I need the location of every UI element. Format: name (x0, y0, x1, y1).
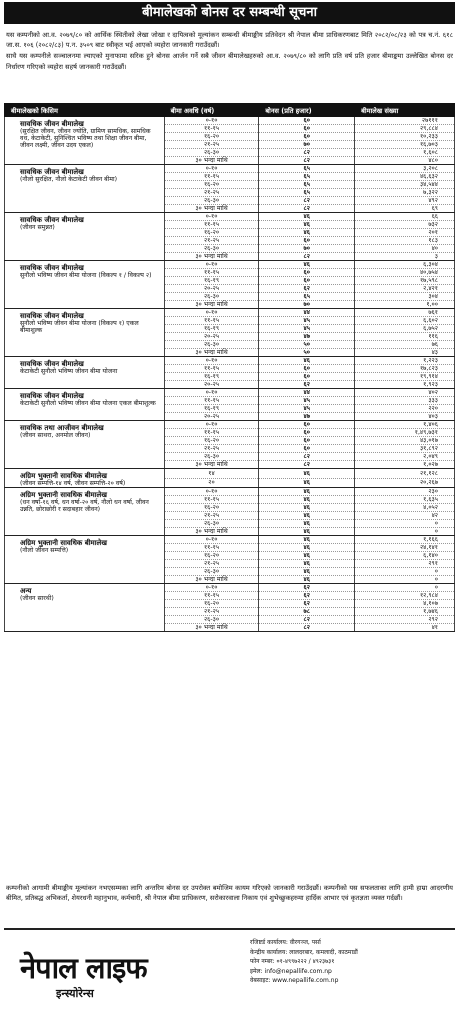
term-cell: १६-२० (164, 229, 259, 237)
bonus-cell: ४६ (259, 512, 355, 520)
policy-count-cell: १,६३५ (355, 496, 455, 504)
policy-type-description: (जीवन सम्पत्ति-१४ वर्ष, जीवन सम्पत्ति-२० वर्ष) (20, 480, 126, 487)
bonus-cell: ८२ (259, 616, 355, 624)
policy-count-cell: १,१६६ (355, 536, 455, 544)
term-cell: २१-२५ (164, 445, 259, 453)
term-cell: २६-३० (164, 149, 259, 157)
policy-type-description: सुनौलो भविष्य जीवन बीमा योजना (विकल्प १) एकल बीमाशुल्क (20, 320, 139, 334)
policy-type-description: (नौलो जीवन सम्पत्ति) (20, 547, 69, 554)
bonus-cell: ६५ (259, 165, 355, 173)
bonus-cell: ६० (259, 437, 355, 445)
bonus-cell: ४६ (259, 469, 355, 479)
table-row (5, 584, 455, 592)
policy-type-description: सुनौलो भविष्य जीवन बीमा योजना (विकल्प १ / विकल्प २) (20, 272, 152, 279)
bonus-cell: ६५ (259, 173, 355, 181)
term-cell: १६-२० (164, 133, 259, 141)
table-row (5, 165, 455, 173)
policy-count-cell: ७६ (355, 341, 455, 349)
term-cell: ०-१० (164, 488, 259, 496)
policy-type-name: सावधिक तथा आजीवन बीमालेख (20, 424, 104, 432)
policy-type-cell (5, 213, 165, 261)
policy-count-cell: ६,६०२ (355, 317, 455, 325)
policy-count-cell: १,०२७ (355, 461, 455, 469)
bonus-cell: ६० (259, 125, 355, 133)
policy-count-cell: ४,१०७ (355, 600, 455, 608)
policy-type-description: (जीवन समुन्नत) (20, 224, 55, 231)
notice-title: बीमालेखको बोनस दर सम्बन्धी सूचना (4, 2, 455, 24)
policy-type-cell (5, 357, 165, 389)
policy-count-cell: २३० (355, 488, 455, 496)
policy-count-cell: ० (355, 568, 455, 576)
table-row (5, 389, 455, 397)
policy-count-cell: २४,१४१ (355, 544, 455, 552)
term-cell: ३० भन्दा माथि (164, 349, 259, 357)
table-row (5, 213, 455, 221)
policy-count-cell: ६९ (355, 205, 455, 213)
bonus-cell: ६५ (259, 181, 355, 189)
table-row (5, 536, 455, 544)
policy-type-description: (धन वर्षा-१६ वर्ष, धन वर्षा-२० वर्ष, नौलो धन वर्षा, जीवन उन्नति, छोराछोरी र सदाबहार जीवन) (20, 499, 149, 513)
bonus-cell: ४४ (259, 309, 355, 317)
policy-count-cell: ३ (355, 253, 455, 261)
policy-count-cell: २२० (355, 405, 455, 413)
term-cell: १४ (164, 469, 259, 479)
policy-count-cell: ७,३२२ (355, 189, 455, 197)
policy-count-cell: २९२ (355, 616, 455, 624)
term-cell: २१-२५ (164, 608, 259, 616)
policy-count-cell: १८३ (355, 237, 455, 245)
col-header-policy-count: बीमालेख संख्या (355, 104, 455, 117)
policy-count-cell: ० (355, 584, 455, 592)
policy-count-cell: १,०० (355, 301, 455, 309)
divider (4, 928, 455, 930)
policy-type-cell (5, 488, 165, 536)
term-cell: ३० भन्दा माथि (164, 624, 259, 632)
bonus-cell: ४४ (259, 389, 355, 397)
bonus-rate-table (4, 103, 455, 632)
policy-type-description: (जीवन साथरा, अनमोल जीवन) (20, 432, 91, 439)
bonus-cell: ५० (259, 349, 355, 357)
term-cell: २० (164, 478, 259, 488)
contact-line: रजिष्टर्ड कार्यालय: वीरगञ्ज, पर्सा (250, 939, 321, 946)
term-cell: २१-२५ (164, 237, 259, 245)
policy-count-cell: ३०४ (355, 293, 455, 301)
policy-count-cell: २०१ (355, 229, 455, 237)
bonus-cell: ६० (259, 365, 355, 373)
policy-count-cell: ६,१४० (355, 552, 455, 560)
bonus-cell: ४६ (259, 576, 355, 584)
bonus-cell: ६० (259, 133, 355, 141)
policy-count-cell: २९१ (355, 560, 455, 568)
policy-count-cell: १०,२३३ (355, 133, 455, 141)
policy-type-cell (5, 165, 165, 213)
policy-type-cell (5, 421, 165, 469)
term-cell: ३० भन्दा माथि (164, 205, 259, 213)
policy-count-cell: १७,५९८ (355, 277, 455, 285)
intro-paragraph: यस कम्पनीको आ.व. २०७९/८० को आर्थिक स्थितीको लेखा जोखा र दायित्वको मूल्यांकन सम्बन्धी बीमाङ्कीय प्रतिवेदन श्री नेपाल बीमा प्राधिकरणबाट मिति २०८२/०८/२३ को पत्र च.नं. ६१८ जा.स. १०६ (२०८२/८३) प.न. ३५०९ बाट स्वीकृत भई आएको व्यहोरा जानकारी गराउँदछौं। (6, 31, 453, 50)
col-header-bonus: बोनस (प्रति हजार) (259, 104, 355, 117)
term-cell: ०-१० (164, 165, 259, 173)
bonus-cell: ८२ (259, 453, 355, 461)
bonus-cell: ६० (259, 277, 355, 285)
contact-line: इमेल: info@nepallife.com.np (250, 967, 332, 975)
bonus-cell: ६० (259, 237, 355, 245)
bonus-cell: ४६ (259, 229, 355, 237)
policy-count-cell: ७६१ (355, 309, 455, 317)
policy-count-cell: ४०२ (355, 389, 455, 397)
term-cell: ११-१५ (164, 221, 259, 229)
policy-count-cell: ३४,५४४ (355, 181, 455, 189)
policy-count-cell: १,६०८ (355, 149, 455, 157)
policy-count-cell: ४३ (355, 349, 455, 357)
col-header-policy-type: बीमालेखको किसिम (5, 104, 165, 117)
policy-count-cell: १७,८२३ (355, 365, 455, 373)
policy-count-cell: ० (355, 528, 455, 536)
policy-type-description: (नौलो सुरक्षित, नौलो केटाकेटी जीवन बीमा) (20, 176, 118, 183)
policy-count-cell: १२,९८४ (355, 592, 455, 600)
policy-type-description: केटाकेटी सुनौलो भविष्य जीवन बीमा योजना एकल बीमाशुल्क (20, 400, 156, 407)
policy-count-cell: ६६ (355, 213, 455, 221)
bonus-cell: ८२ (259, 205, 355, 213)
policy-count-cell: ६,७५२ (355, 325, 455, 333)
term-cell: १६-१९ (164, 325, 259, 333)
bonus-cell: ४६ (259, 528, 355, 536)
term-cell: १६-२० (164, 504, 259, 512)
table-row (5, 117, 455, 125)
policy-count-cell: ४०,७५४ (355, 269, 455, 277)
term-cell: ११-१५ (164, 125, 259, 133)
term-cell: ११-१५ (164, 496, 259, 504)
bonus-cell: ८२ (259, 253, 355, 261)
bonus-cell: ६० (259, 429, 355, 437)
policy-type-description: (जीवन सारथी) (20, 595, 54, 602)
term-cell: २६-३० (164, 197, 259, 205)
policy-count-cell: ४,०५२ (355, 504, 455, 512)
bonus-cell: ४६ (259, 488, 355, 496)
term-cell: ११-१५ (164, 173, 259, 181)
closing-text: कम्पनीको आगामी बीमाङ्कीय मूल्यांकन नभएसम्मका लागि अन्तरिम बोनस दर उपरोक्त बमोजिम कायम गरिएको जानकारी गराउँदछौं। कम्पनीको यस सफलताका लागि हामी हाम्रा आदरणीय बीमित, प्रतिबद्ध अभिकर्ता, शेयरधनी महानुभाव, कर्मचारी, श्री नेपाल बीमा प्राधिकरण, सरोकारवाला निकाय एवं शुभेच्छुकहरुमा हार्दिक आभार एवं कृतज्ञता व्यक्त गर्दछौं। (6, 884, 453, 902)
policy-count-cell: २०,२६७ (355, 478, 455, 488)
term-cell: ०-१० (164, 213, 259, 221)
policy-count-cell: २९,८८४ (355, 125, 455, 133)
policy-type-cell (5, 389, 165, 421)
term-cell: २१-२५ (164, 141, 259, 149)
table-header-row (5, 104, 455, 117)
term-cell: २०-२५ (164, 333, 259, 341)
bonus-cell: ६२ (259, 285, 355, 293)
policy-count-cell: ७३२ (355, 221, 455, 229)
term-cell: १६-२० (164, 437, 259, 445)
policy-count-cell: ३१,८९२ (355, 445, 455, 453)
policy-type-cell (5, 309, 165, 357)
term-cell: ११-१५ (164, 544, 259, 552)
bonus-cell: ४६ (259, 504, 355, 512)
term-cell: ११-१५ (164, 269, 259, 277)
policy-count-cell: ४२ (355, 512, 455, 520)
policy-count-cell: १९,९१४ (355, 373, 455, 381)
term-cell: ३० भन्दा माथि (164, 301, 259, 309)
bonus-cell: ६० (259, 373, 355, 381)
policy-type-cell (5, 469, 165, 488)
table-row (5, 357, 455, 365)
col-header-term: बीमा अवधि (वर्ष) (164, 104, 259, 117)
bonus-cell: ८२ (259, 461, 355, 469)
bonus-cell: ४५ (259, 405, 355, 413)
policy-type-cell (5, 584, 165, 632)
policy-type-name: अग्रिम भुक्तानी सावधिक बीमालेख (20, 472, 107, 480)
term-cell: ३० भन्दा माथि (164, 576, 259, 584)
term-cell: २६-३० (164, 568, 259, 576)
term-cell: १६-१९ (164, 405, 259, 413)
term-cell: १६-१९ (164, 277, 259, 285)
bonus-cell: ६५ (259, 189, 355, 197)
policy-count-cell: ६,३०४ (355, 261, 455, 269)
term-cell: ११-१५ (164, 317, 259, 325)
bonus-cell: ४६ (259, 560, 355, 568)
table-row (5, 488, 455, 496)
contact-line: फोन नम्बर: ०१-४९९७२२२ / ४९२३७३१ (250, 958, 335, 966)
policy-type-description: केटाकेटी सुनौलो भविष्य जीवन बीमा योजना (20, 368, 118, 375)
bonus-cell: ७८ (259, 608, 355, 616)
policy-count-cell: २,४२१ (355, 285, 455, 293)
term-cell: ३० भन्दा माथि (164, 528, 259, 536)
bonus-cell: ४६ (259, 520, 355, 528)
bonus-cell: ६५ (259, 293, 355, 301)
bonus-cell: ४५ (259, 325, 355, 333)
policy-type-name: सावधिक जीवन बीमालेख (20, 168, 84, 176)
bonus-cell: ४६ (259, 552, 355, 560)
term-cell: १६-२० (164, 181, 259, 189)
table-row (5, 469, 455, 479)
term-cell: ०-१० (164, 389, 259, 397)
policy-count-cell: १,२२३ (355, 357, 455, 365)
term-cell: ११-१५ (164, 397, 259, 405)
term-cell: ३० भन्दा माथि (164, 157, 259, 165)
bonus-cell: ४६ (259, 213, 355, 221)
term-cell: २६-३० (164, 293, 259, 301)
bonus-cell: ४६ (259, 221, 355, 229)
bonus-cell: ४६ (259, 568, 355, 576)
policy-count-cell: ३३३ (355, 397, 455, 405)
bonus-cell: ८२ (259, 157, 355, 165)
bonus-cell: ४७ (259, 413, 355, 421)
bonus-cell: ८२ (259, 624, 355, 632)
term-cell: १६-१९ (164, 373, 259, 381)
bonus-cell: ६० (259, 269, 355, 277)
policy-count-cell: ४९२ (355, 197, 455, 205)
bonus-cell: ४६ (259, 357, 355, 365)
bonus-cell: ७० (259, 245, 355, 253)
term-cell: २१-२५ (164, 560, 259, 568)
policy-type-name: सावधिक जीवन बीमालेख (20, 264, 84, 272)
policy-count-cell: ४३,०१७ (355, 437, 455, 445)
term-cell: ३० भन्दा माथि (164, 461, 259, 469)
bonus-cell: ६२ (259, 381, 355, 389)
policy-count-cell: ३,२०८ (355, 165, 455, 173)
bonus-cell: ४५ (259, 317, 355, 325)
term-cell: २०-२५ (164, 413, 259, 421)
bonus-cell: ४५ (259, 397, 355, 405)
policy-type-name: सावधिक जीवन बीमालेख (20, 312, 84, 320)
table-row (5, 309, 455, 317)
term-cell: २६-३० (164, 245, 259, 253)
policy-count-cell: १,९२३ (355, 381, 455, 389)
table-row (5, 261, 455, 269)
bonus-cell: ४६ (259, 496, 355, 504)
policy-type-name: सावधिक जीवन बीमालेख (20, 392, 84, 400)
policy-type-name: अग्रिम भुक्तानी सावधिक बीमालेख (20, 491, 107, 499)
term-cell: ०-१० (164, 357, 259, 365)
term-cell: ०-१० (164, 117, 259, 125)
policy-type-name: सावधिक जीवन बीमालेख (20, 360, 84, 368)
bonus-cell: ६२ (259, 600, 355, 608)
term-cell: २१-२५ (164, 189, 259, 197)
bonus-cell: ४६ (259, 261, 355, 269)
bonus-cell: ६० (259, 421, 355, 429)
policy-type-name: अन्य (20, 587, 32, 595)
bonus-cell: ४६ (259, 478, 355, 488)
policy-count-cell: ४०३ (355, 413, 455, 421)
policy-count-cell: १६,७०३ (355, 141, 455, 149)
policy-count-cell: ० (355, 520, 455, 528)
policy-count-cell: २,०४९ (355, 453, 455, 461)
bonus-cell: ४७ (259, 333, 355, 341)
policy-type-description: (सुरक्षित जीवन, जीवन ज्योति, ग्रामिण सामधिक, सामधिक वध, केटाकेटी, सुनिश्चित भविष्य तथा शिक्षा जीवन बीमा, जीवन लक्ष्मी, जीवन उदय एकल) (20, 128, 151, 149)
policy-count-cell: ४६,६३२ (355, 173, 455, 181)
policy-count-cell: ० (355, 576, 455, 584)
term-cell: २६-३० (164, 453, 259, 461)
policy-count-cell: ४० (355, 245, 455, 253)
contact-line: केन्द्रीय कार्यालय: लालदरबार, कमलादी, काठमाडौं (250, 948, 358, 956)
term-cell: २०-२५ (164, 285, 259, 293)
bonus-cell: ५० (259, 341, 355, 349)
policy-count-cell: १,७४६ (355, 608, 455, 616)
term-cell: २१-२५ (164, 512, 259, 520)
table-row (5, 421, 455, 429)
term-cell: १६-२० (164, 552, 259, 560)
bonus-cell: ४६ (259, 544, 355, 552)
contact-line: वेबसाइट: www.nepallife.com.np (250, 977, 339, 985)
policy-type-cell (5, 261, 165, 309)
intro-paragraph: साथै यस कम्पनीले सञ्चालनमा ल्याएको मुनाफामा सरिक हुने बोनस आर्जन गर्ने सबै जीवन बीमालेखहरुको आ.व. २०७९/८० को लागि प्रति वर्ष प्रति हजार बीमाङ्कमा उल्लेखित बोनस दर निर्धारण गरिएको व्यहोरा सहर्ष जानकारी गराउँदछौं। (6, 52, 453, 71)
company-logo-sub: इन्स्योरेन्स (56, 987, 94, 1000)
policy-type-name: सावधिक जीवन बीमालेख (20, 216, 84, 224)
term-cell: ०-१० (164, 421, 259, 429)
policy-count-cell: १,४९,७३१ (355, 429, 455, 437)
term-cell: ११-१५ (164, 592, 259, 600)
term-cell: ११-१५ (164, 429, 259, 437)
term-cell: ०-१० (164, 261, 259, 269)
bonus-cell: ७० (259, 141, 355, 149)
bonus-cell: ४६ (259, 536, 355, 544)
policy-count-cell: १,४०६ (355, 421, 455, 429)
policy-count-cell: ११६ (355, 333, 455, 341)
bonus-cell: ६२ (259, 584, 355, 592)
term-cell: २६-३० (164, 341, 259, 349)
policy-type-cell (5, 117, 165, 165)
term-cell: ०-१० (164, 309, 259, 317)
contact-info (250, 938, 450, 986)
company-logo: नेपाल लाइफ (20, 951, 147, 985)
bonus-cell: ८२ (259, 149, 355, 157)
bonus-cell: ६० (259, 117, 355, 125)
bonus-cell: ६२ (259, 592, 355, 600)
policy-type-name: सावधिक जीवन बीमालेख (20, 120, 84, 128)
policy-count-cell: २१,१२८ (355, 469, 455, 479)
bonus-cell: ७० (259, 301, 355, 309)
policy-type-cell (5, 536, 165, 584)
policy-count-cell: ४८० (355, 157, 455, 165)
policy-count-cell: २७१११ (355, 117, 455, 125)
term-cell: २६-३० (164, 616, 259, 624)
intro-text (6, 30, 453, 73)
policy-type-name: अग्रिम भुक्तानी सावधिक बीमालेख (20, 539, 107, 547)
term-cell: १६-२० (164, 600, 259, 608)
term-cell: ३० भन्दा माथि (164, 253, 259, 261)
term-cell: २६-३० (164, 520, 259, 528)
term-cell: ०-१० (164, 536, 259, 544)
term-cell: ११-१५ (164, 365, 259, 373)
policy-count-cell: ४१ (355, 624, 455, 632)
term-cell: ०-१० (164, 584, 259, 592)
term-cell: २०-२५ (164, 381, 259, 389)
bonus-cell: ६० (259, 445, 355, 453)
bonus-cell: ८२ (259, 197, 355, 205)
